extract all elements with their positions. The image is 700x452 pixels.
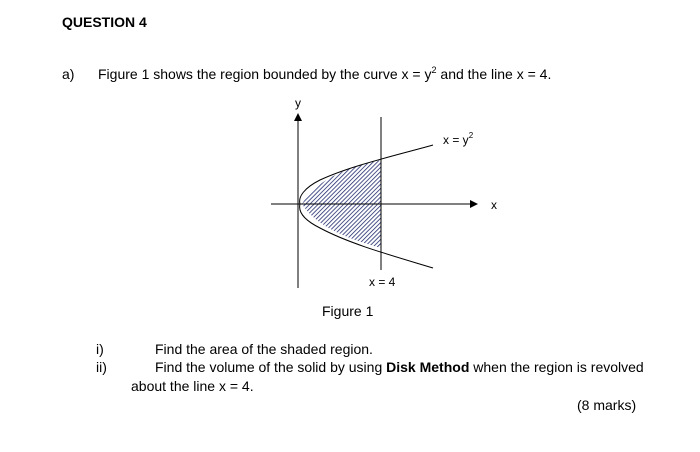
intro-pre: Figure 1 shows the region bounded by the curve xyxy=(98,66,402,82)
continuation-end: . xyxy=(249,378,254,394)
intro-curve-lhs: x = y xyxy=(401,66,432,82)
intro-mid: and the line xyxy=(436,66,517,82)
curve-label-lhs: x = y xyxy=(443,133,469,147)
curve-label-exponent: 2 xyxy=(468,131,474,140)
subquestion-ii-pre: Find the volume of the solid by using xyxy=(155,359,387,375)
x-axis-label: x xyxy=(491,198,497,212)
subquestion-i-text: Find the area of the shaded region. xyxy=(155,341,373,357)
subquestion-ii-text xyxy=(155,359,644,375)
subquestion-ii-label: ii) xyxy=(96,359,107,375)
subquestion-ii-post: when the region is revolved xyxy=(469,359,644,375)
y-axis-label: y xyxy=(295,96,301,110)
subquestion-i-label: i) xyxy=(96,341,104,357)
curve-label xyxy=(443,131,474,147)
intro-end: . xyxy=(547,66,552,82)
continuation-equation: x = 4 xyxy=(218,378,250,394)
line-label: x = 4 xyxy=(369,275,396,289)
intro-line-equation: x = 4 xyxy=(516,66,548,82)
marks-allocation: (8 marks) xyxy=(577,397,637,413)
figure-caption: Figure 1 xyxy=(322,303,374,319)
disk-method-term: Disk Method xyxy=(386,359,470,375)
question-heading: QUESTION 4 xyxy=(62,14,147,30)
part-label: a) xyxy=(62,66,75,82)
continuation-pre: about the line xyxy=(131,378,219,394)
subquestion-ii-continuation xyxy=(131,378,254,394)
intro-curve-exponent: 2 xyxy=(431,65,437,75)
